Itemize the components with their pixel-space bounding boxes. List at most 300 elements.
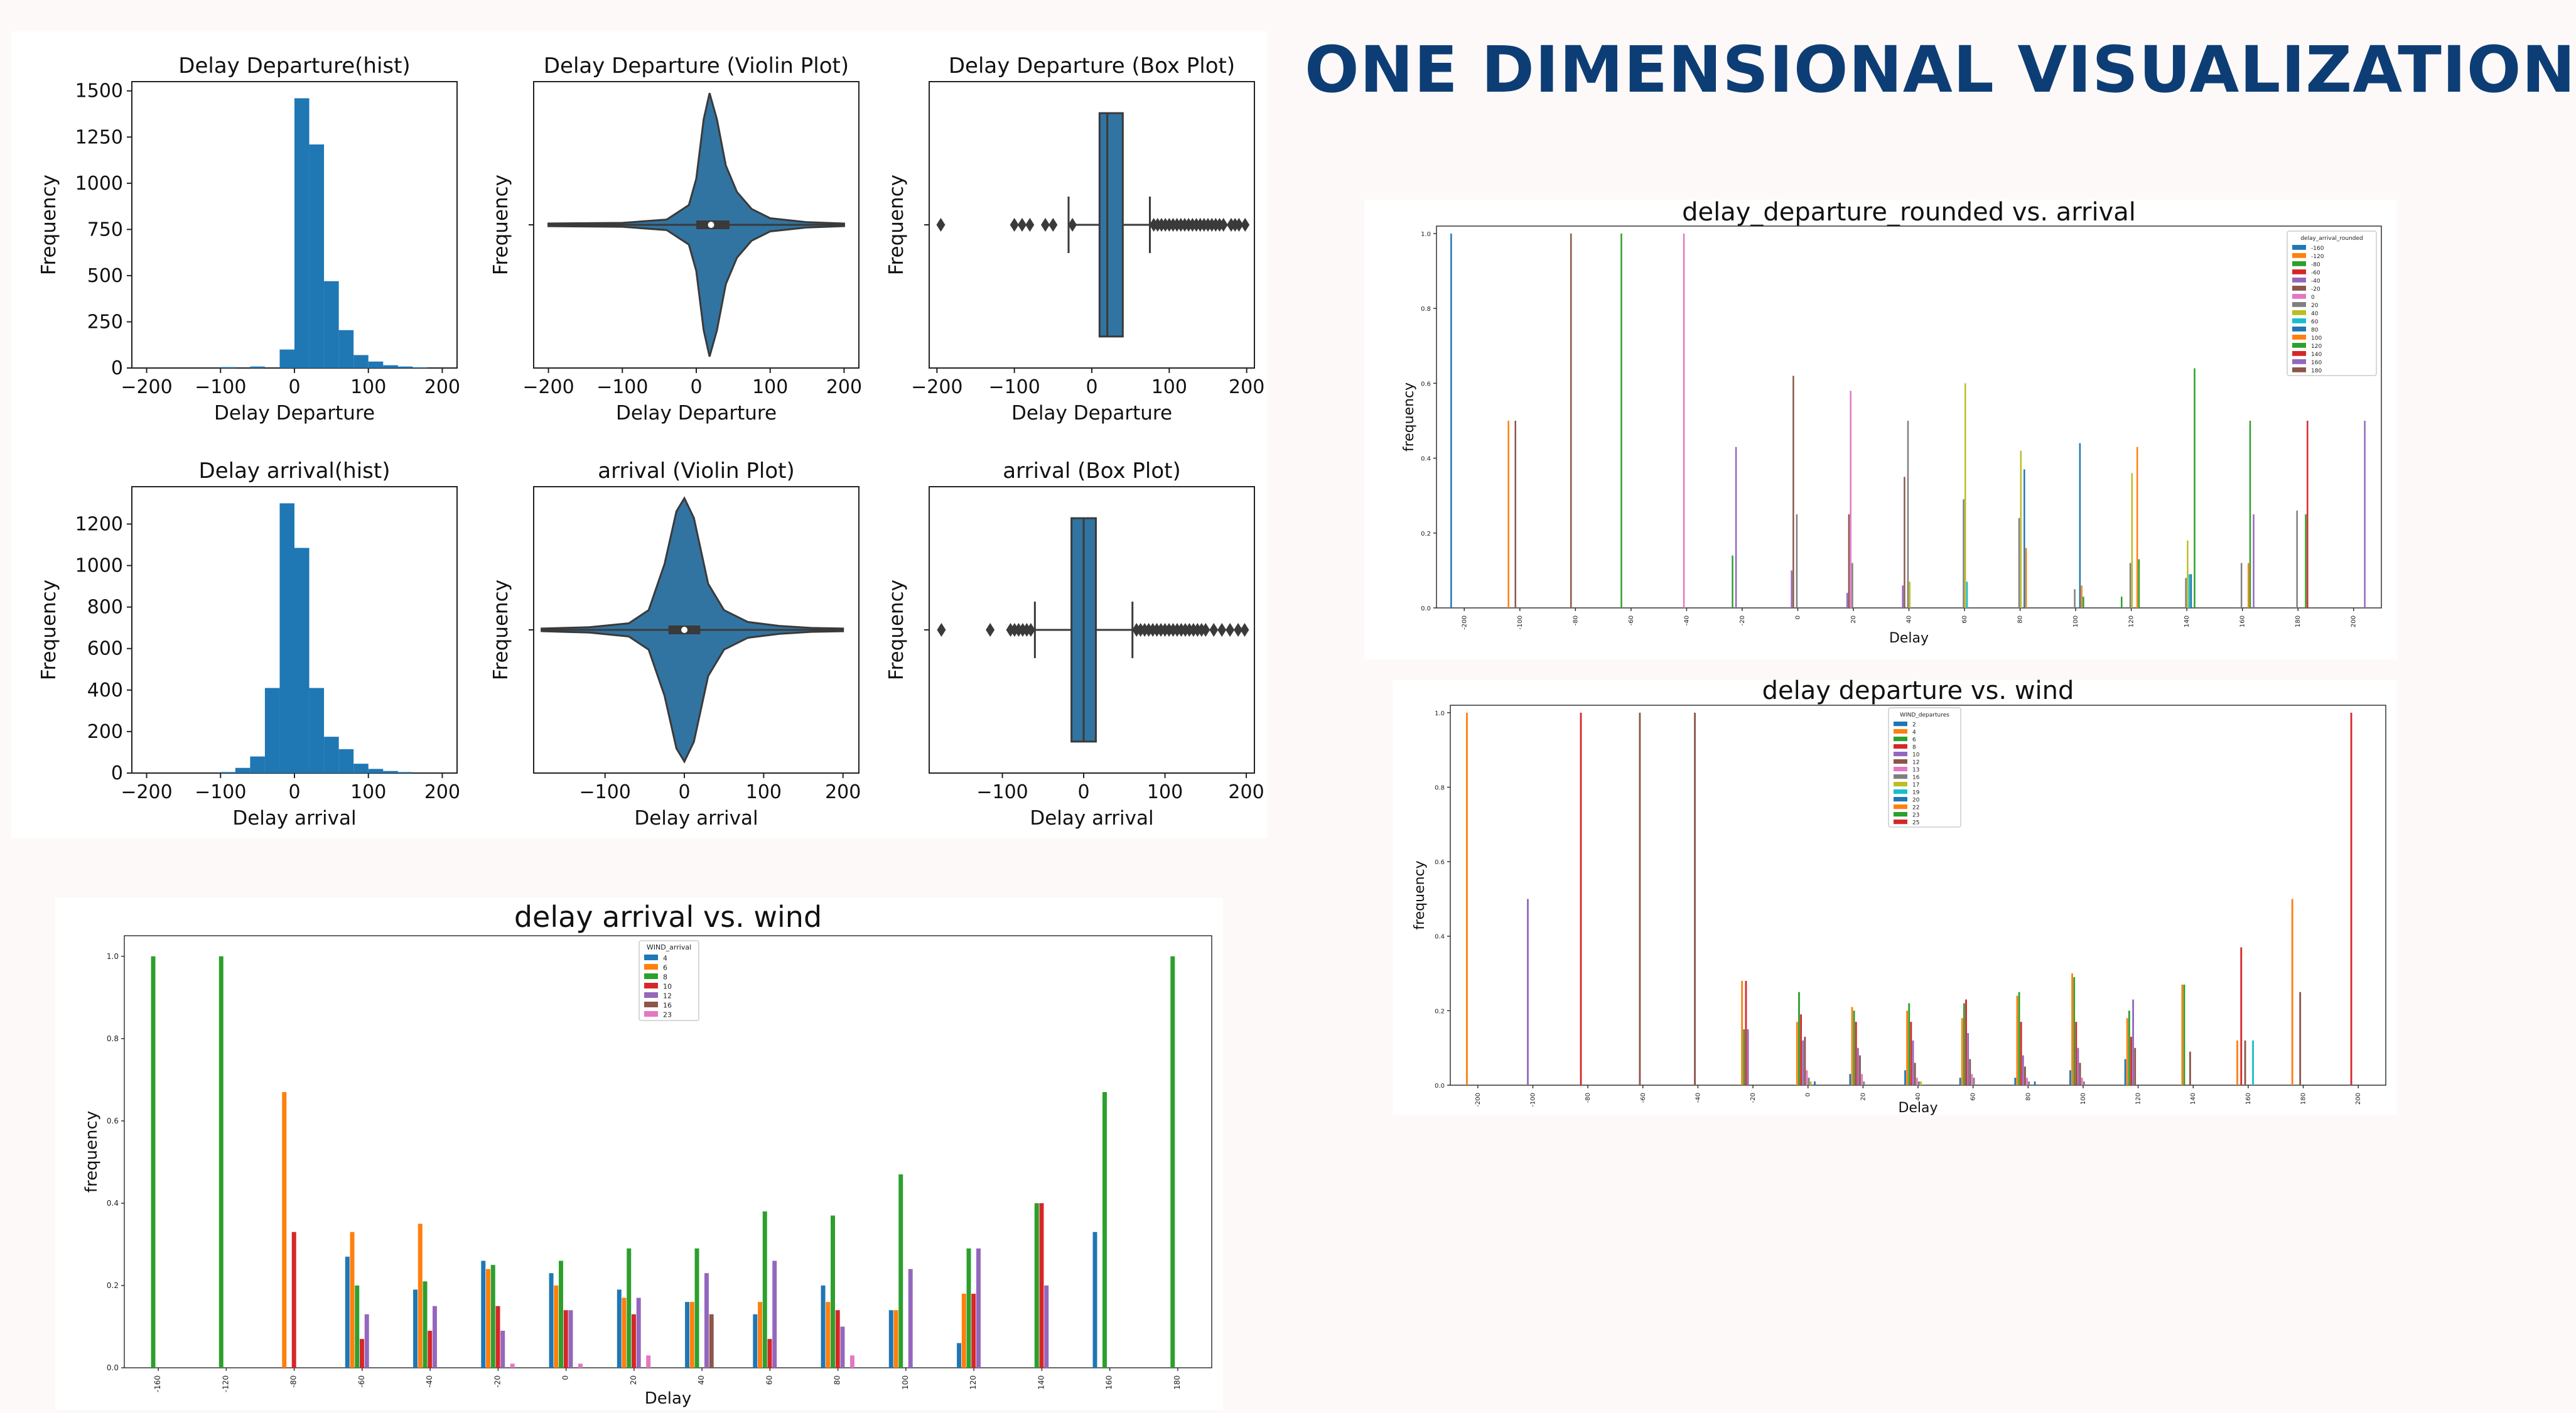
y-tick-label: 0.4 — [1435, 933, 1445, 941]
y-tick-label: 0 — [110, 762, 123, 784]
legend-swatch — [1894, 767, 1907, 771]
bar-40 — [2020, 451, 2022, 608]
legend-label: 16 — [1912, 774, 1920, 781]
chart-title: Delay arrival(hist) — [198, 458, 391, 484]
x-tick-label: -40 — [1683, 615, 1691, 626]
bar-16 — [2028, 1081, 2030, 1085]
box-outlier — [1041, 218, 1050, 232]
y-axis-label: frequency — [82, 1110, 101, 1193]
bar-12 — [500, 1331, 505, 1368]
bar-20 — [2074, 589, 2075, 608]
bar-2 — [1849, 1074, 1851, 1085]
departure-arrival-panel — [1364, 200, 2397, 659]
bar-16 — [2083, 1081, 2085, 1085]
x-tick-label: −100 — [195, 781, 247, 803]
y-axis-label: Frequency — [38, 174, 60, 276]
bar-4 — [889, 1310, 893, 1368]
bar-6 — [826, 1302, 830, 1368]
bar-8 — [1800, 1014, 1802, 1085]
bar-100 — [2137, 447, 2138, 608]
y-axis-label: frequency — [1401, 382, 1417, 452]
matplotlib-grid-panel — [11, 31, 1267, 838]
bar--80 — [1620, 234, 1622, 608]
x-tick-label: -80 — [1572, 615, 1580, 626]
chart-arrival-vs-wind — [55, 898, 1223, 1410]
y-axis-label: Frequency — [885, 579, 908, 681]
legend-label: 23 — [1912, 812, 1920, 819]
bar-20 — [1796, 514, 1797, 608]
legend-label: 4 — [1912, 729, 1916, 736]
y-axis-label: Frequency — [38, 579, 60, 681]
bar-23 — [850, 1355, 854, 1368]
bar-20 — [2034, 1081, 2036, 1085]
legend-label: 140 — [2311, 352, 2322, 359]
bar-4 — [957, 1343, 961, 1368]
legend-swatch — [1894, 782, 1907, 786]
bar-10 — [971, 1294, 976, 1368]
legend-swatch — [644, 992, 658, 998]
bar-6 — [2184, 985, 2185, 1085]
legend-label: 10 — [1912, 752, 1920, 759]
bar-4 — [617, 1290, 622, 1368]
bar-6 — [1798, 992, 1800, 1085]
bar-6 — [1743, 1029, 1745, 1085]
legend-swatch — [2292, 351, 2306, 356]
y-tick-label: 0.0 — [1421, 605, 1431, 612]
bar-8 — [1745, 981, 1747, 1085]
bar-10 — [1040, 1203, 1044, 1368]
legend-swatch — [2292, 310, 2306, 315]
legend-swatch — [1894, 752, 1907, 756]
box-outlier — [1048, 218, 1057, 232]
bar-4 — [1906, 1010, 1908, 1085]
bar-13 — [2026, 1078, 2028, 1085]
x-tick-label: -20 — [1738, 615, 1746, 626]
bar-8 — [1855, 1022, 1857, 1085]
x-tick-label: 100 — [350, 781, 387, 803]
bar-40 — [2131, 473, 2133, 608]
legend-swatch — [2292, 327, 2306, 332]
legend-swatch — [2292, 294, 2306, 299]
bar-12 — [2299, 992, 2301, 1085]
x-tick-label: 0 — [678, 781, 691, 803]
bar-8 — [627, 1248, 631, 1368]
x-tick-label: 100 — [2072, 615, 2080, 628]
x-tick-label: 80 — [2017, 615, 2024, 624]
x-tick-label: 0 — [690, 376, 703, 398]
bar-8 — [355, 1286, 359, 1368]
histogram-bar — [279, 350, 294, 368]
bar-12 — [1859, 1056, 1861, 1085]
histogram-bar — [398, 367, 413, 368]
bar-10 — [496, 1306, 500, 1368]
legend-label: 2 — [1912, 722, 1916, 728]
y-tick-label: 1200 — [75, 513, 123, 536]
legend-label: 8 — [1912, 744, 1916, 751]
y-tick-label: 1.0 — [1435, 710, 1445, 717]
legend-swatch — [1894, 820, 1907, 824]
bar-6 — [622, 1298, 627, 1368]
bar-6 — [2073, 977, 2075, 1085]
bar-10 — [836, 1310, 840, 1368]
legend-label: 22 — [1912, 804, 1920, 811]
bar-4 — [2236, 1041, 2238, 1085]
histogram-bar — [294, 98, 310, 368]
x-tick-label: -100 — [1516, 615, 1524, 630]
bar-0 — [1683, 234, 1684, 608]
histogram-bar — [353, 764, 369, 773]
x-tick-label: 100 — [1151, 376, 1187, 398]
bar-8 — [2240, 948, 2242, 1085]
legend-label: 12 — [663, 992, 672, 1000]
bar-6 — [1963, 1004, 1965, 1085]
legend-label: 4 — [663, 954, 667, 963]
chart-title: delay departure vs. wind — [1762, 676, 2074, 705]
bar-160 — [2364, 421, 2365, 608]
x-tick-label: −200 — [121, 376, 173, 398]
x-tick-label: 200 — [2355, 1093, 2363, 1105]
bar-10 — [360, 1339, 364, 1368]
legend-label: 0 — [2311, 295, 2315, 301]
legend-swatch — [2292, 286, 2306, 291]
bar-4 — [1093, 1232, 1097, 1368]
x-tick-label: −100 — [596, 376, 649, 398]
x-tick-label: 80 — [2025, 1093, 2032, 1101]
legend-swatch — [2292, 269, 2306, 274]
legend-swatch — [1894, 797, 1907, 801]
bar-6 — [554, 1286, 558, 1368]
x-tick-label: 0 — [288, 781, 301, 803]
bar-12 — [2134, 1048, 2136, 1085]
bar-8 — [2351, 713, 2352, 1085]
bar-20 — [2018, 518, 2020, 608]
legend-label: 25 — [1912, 820, 1920, 826]
legend-label: -60 — [2311, 270, 2320, 277]
bar-4 — [1796, 1022, 1798, 1085]
y-tick-label: 1500 — [75, 80, 123, 102]
chart-box-departure — [821, 31, 1265, 440]
bar-4 — [2181, 985, 2183, 1085]
bar-10 — [2132, 1000, 2134, 1085]
x-tick-label: 160 — [2245, 1093, 2252, 1105]
bar-4 — [1466, 713, 1468, 1085]
legend-label: -80 — [2311, 262, 2320, 269]
bar-12 — [908, 1269, 913, 1368]
bar-6 — [1908, 1004, 1910, 1085]
bar-12 — [365, 1314, 369, 1368]
bar-4 — [2292, 899, 2293, 1085]
x-tick-label: 200 — [424, 781, 461, 803]
legend-swatch — [2292, 261, 2306, 266]
x-axis-label: Delay Departure — [615, 402, 777, 425]
histogram-bar — [369, 362, 384, 368]
bar-12 — [840, 1326, 844, 1368]
legend-swatch — [2292, 343, 2306, 348]
legend-label: 180 — [2311, 368, 2322, 375]
bar-40 — [1909, 582, 1910, 608]
y-axis-label: Frequency — [885, 174, 908, 276]
departure-wind-panel — [1393, 676, 2397, 1116]
bar-16 — [1973, 1078, 1975, 1085]
chart-violin-departure — [419, 31, 863, 440]
bar-4 — [1741, 981, 1743, 1085]
x-tick-label: 120 — [2128, 615, 2135, 628]
x-tick-label: 100 — [900, 1375, 910, 1390]
violin-median — [681, 627, 687, 633]
legend-swatch — [1894, 804, 1907, 809]
bar-8 — [1910, 1022, 1912, 1085]
histogram-bar — [294, 548, 310, 773]
box-iqr — [1099, 113, 1123, 337]
bar-2 — [2125, 1059, 2126, 1085]
x-tick-label: 180 — [2295, 615, 2302, 628]
bar-16 — [1863, 1081, 1865, 1085]
y-tick-label: 0.2 — [1421, 530, 1431, 538]
bar-100 — [2248, 563, 2249, 608]
bar-4 — [2017, 996, 2018, 1085]
chart-title: Delay Departure(hist) — [178, 53, 411, 78]
x-tick-label: −200 — [911, 376, 963, 398]
legend-label: 6 — [663, 963, 667, 972]
box-outlier — [937, 623, 946, 637]
bar-10 — [1857, 1048, 1859, 1085]
x-tick-label: 100 — [1146, 781, 1183, 803]
bar-100 — [2025, 548, 2027, 608]
bar-4 — [1961, 1018, 1963, 1085]
y-tick-label: 0.0 — [106, 1363, 119, 1372]
histogram-bar — [353, 355, 369, 368]
legend-label: 40 — [2311, 311, 2319, 318]
x-tick-label: -40 — [1695, 1093, 1702, 1103]
bar-12 — [2079, 1063, 2081, 1085]
histogram-bar — [235, 768, 251, 773]
legend-label: 60 — [2311, 319, 2319, 326]
bar--20 — [1904, 477, 1905, 608]
bar--160 — [1450, 234, 1452, 608]
x-tick-label: 200 — [1228, 781, 1264, 803]
x-tick-label: 0 — [1086, 376, 1098, 398]
bar-8 — [219, 956, 224, 1368]
y-tick-label: 0.4 — [106, 1198, 119, 1208]
bar-6 — [758, 1302, 762, 1368]
legend-label: 20 — [2311, 303, 2319, 310]
bar-8 — [1580, 713, 1582, 1085]
x-tick-label: 20 — [628, 1375, 638, 1385]
bar-17 — [1810, 1081, 1812, 1085]
y-tick-label: 500 — [87, 264, 123, 287]
legend-swatch — [1894, 722, 1907, 726]
x-tick-label: 140 — [1037, 1375, 1046, 1390]
bar-6 — [962, 1294, 966, 1368]
bar-6 — [894, 1310, 898, 1368]
bar-8 — [831, 1216, 835, 1368]
legend-label: 12 — [1912, 759, 1920, 766]
x-tick-label: 0 — [288, 376, 301, 398]
bar-12 — [1914, 1063, 1916, 1085]
x-tick-label: -200 — [1474, 1093, 1482, 1107]
bar-40 — [2187, 541, 2188, 608]
bar-23 — [578, 1363, 583, 1368]
bar-16 — [1808, 1078, 1810, 1085]
bar--20 — [1514, 421, 1516, 608]
x-tick-label: −100 — [988, 376, 1040, 398]
x-tick-label: 120 — [2135, 1093, 2142, 1105]
legend-label: 6 — [1912, 737, 1916, 744]
slide-title: ONE DIMENSIONAL VISUALIZATION — [1305, 33, 2576, 107]
legend-swatch — [1894, 729, 1907, 734]
histogram-bar — [310, 144, 325, 368]
bar-4 — [549, 1273, 554, 1368]
legend-label: -160 — [2311, 246, 2324, 252]
bar-10 — [632, 1314, 636, 1368]
x-axis-label: Delay arrival — [232, 807, 357, 830]
bar-10 — [1802, 1041, 1804, 1085]
bar-8 — [763, 1211, 767, 1368]
bar-6 — [282, 1092, 286, 1368]
bar--40 — [1791, 570, 1792, 608]
x-tick-label: 140 — [2190, 1093, 2197, 1105]
legend-label: -40 — [2311, 278, 2320, 285]
chart-violin-arrival — [419, 436, 861, 845]
x-tick-label: 200 — [826, 376, 863, 398]
bar-6 — [418, 1224, 423, 1368]
bar-12 — [433, 1306, 437, 1368]
bar-10 — [428, 1331, 432, 1368]
bar-12 — [2189, 1052, 2191, 1085]
y-tick-label: 1000 — [75, 172, 123, 195]
legend-label: 160 — [2311, 360, 2322, 367]
histogram-bar — [339, 749, 354, 773]
x-tick-label: -20 — [493, 1375, 502, 1388]
box-outlier — [1025, 218, 1034, 232]
x-tick-label: -60 — [1639, 1093, 1647, 1103]
bar-13 — [1971, 1074, 1973, 1085]
legend-label: 13 — [1912, 767, 1920, 774]
bar-6 — [690, 1302, 694, 1368]
bar-12 — [2245, 1041, 2246, 1085]
bar-6 — [486, 1269, 490, 1368]
legend-swatch — [2292, 278, 2306, 283]
box-outlier — [937, 218, 946, 232]
bar-140 — [2307, 421, 2308, 608]
box-outlier — [1018, 218, 1027, 232]
histogram-bar — [250, 757, 265, 773]
histogram-bar — [220, 367, 235, 368]
x-axis-label: Delay arrival — [634, 807, 758, 830]
x-tick-label: 180 — [1172, 1375, 1182, 1390]
violin-median — [708, 222, 714, 228]
legend-label: -20 — [2311, 286, 2320, 293]
y-tick-label: 0.4 — [1421, 455, 1431, 463]
bar-10 — [1912, 1041, 1914, 1085]
legend-swatch — [644, 973, 658, 979]
histogram-bar — [383, 771, 398, 773]
bar--80 — [2121, 597, 2122, 608]
x-tick-label: 20 — [1860, 1093, 1867, 1101]
bar-4 — [481, 1261, 485, 1368]
y-tick-label: 800 — [87, 596, 123, 619]
y-tick-label: 0.8 — [1435, 784, 1445, 792]
bar-20 — [1963, 499, 1964, 608]
legend-label: 23 — [663, 1010, 672, 1019]
legend-swatch — [1894, 744, 1907, 749]
x-tick-label: -80 — [1585, 1093, 1592, 1103]
y-tick-label: 250 — [87, 311, 123, 333]
bar-2 — [2014, 1078, 2016, 1085]
x-tick-label: 100 — [752, 376, 789, 398]
bar-10 — [2022, 1056, 2024, 1085]
x-tick-label: 0 — [561, 1375, 570, 1380]
legend-label: 8 — [663, 973, 667, 982]
bar-23 — [646, 1355, 650, 1368]
x-tick-label: -40 — [425, 1375, 434, 1388]
histogram-bar — [250, 367, 265, 368]
x-tick-label: -160 — [153, 1375, 163, 1393]
bar-10 — [768, 1339, 772, 1368]
x-tick-label: -120 — [221, 1375, 230, 1393]
bar-13 — [1916, 1078, 1918, 1085]
y-axis-label: frequency — [1412, 860, 1428, 930]
bar-4 — [345, 1257, 350, 1368]
bar-10 — [564, 1310, 568, 1368]
chart-hist-departure — [11, 31, 461, 440]
x-tick-label: 80 — [833, 1375, 842, 1385]
bar--20 — [1792, 376, 1794, 608]
bar-4 — [1851, 1007, 1853, 1085]
bar-120 — [2138, 560, 2140, 608]
bar--40 — [1735, 447, 1737, 608]
bar-8 — [1170, 956, 1175, 1368]
legend-label: 19 — [1912, 789, 1920, 796]
x-tick-label: 60 — [765, 1375, 774, 1385]
box-outlier — [1209, 623, 1218, 637]
bar-60 — [1966, 582, 1968, 608]
bar-8 — [1102, 1092, 1107, 1368]
x-axis-label: Delay Departure — [213, 402, 375, 425]
bar-6 — [350, 1232, 355, 1368]
bar-17 — [1920, 1081, 1922, 1085]
x-tick-label: −200 — [522, 376, 574, 398]
bar-100 — [2081, 585, 2082, 608]
chart-title: delay_departure_rounded vs. arrival — [1682, 198, 2136, 227]
bar-4 — [753, 1314, 757, 1368]
y-tick-label: 1.0 — [106, 951, 119, 961]
chart-departure-vs-arrival — [1364, 200, 2397, 659]
bar-8 — [1965, 1000, 1967, 1085]
bar-120 — [2083, 597, 2084, 608]
x-tick-label: -60 — [357, 1375, 366, 1388]
bar-4 — [413, 1290, 418, 1368]
y-tick-label: 0.6 — [1435, 859, 1445, 867]
bar-20 — [2296, 511, 2297, 608]
box-outlier — [1226, 623, 1234, 637]
legend-swatch — [2292, 335, 2306, 340]
x-tick-label: −200 — [121, 781, 173, 803]
x-tick-label: −100 — [195, 376, 247, 398]
legend-label: 10 — [663, 982, 672, 991]
bar-12 — [1044, 1286, 1048, 1368]
bar-8 — [967, 1248, 971, 1368]
bar-80 — [2024, 469, 2025, 608]
y-tick-label: 1000 — [75, 555, 123, 577]
legend-swatch — [1894, 812, 1907, 816]
bar-2 — [2069, 1070, 2071, 1085]
bar-16 — [709, 1314, 714, 1368]
chart-departure-vs-wind — [1393, 676, 2397, 1116]
legend-label: -120 — [2311, 254, 2324, 261]
bar-16 — [1918, 1081, 1920, 1085]
legend-swatch — [1894, 759, 1907, 764]
